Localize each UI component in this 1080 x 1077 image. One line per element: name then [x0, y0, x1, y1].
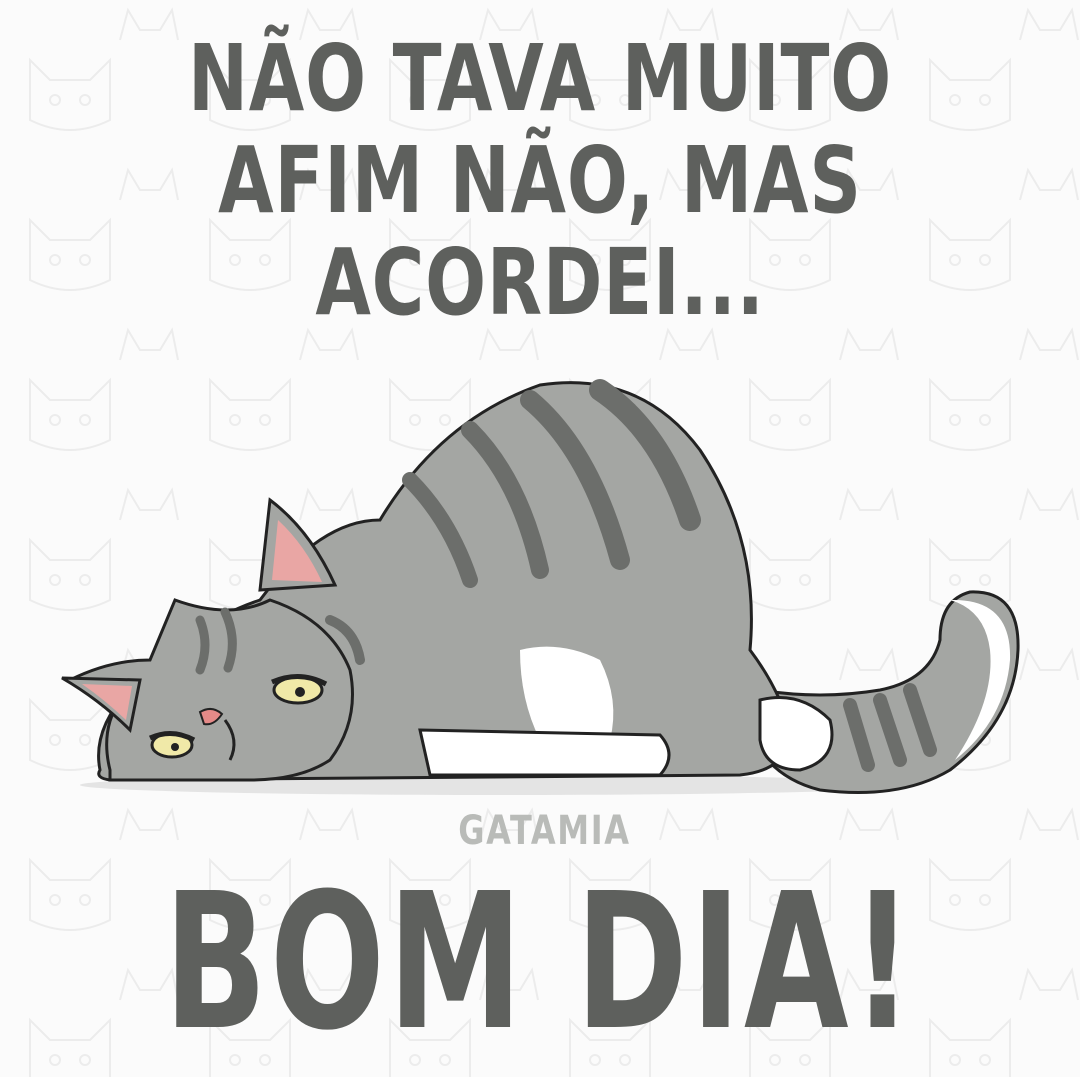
brand-watermark: GATAMIA: [458, 808, 631, 854]
cat-front-paw: [420, 730, 669, 775]
headline: [119, 25, 961, 336]
sleepy-cat-illustration: [0, 360, 1080, 820]
headline-line-2: AFIM NÃO, MAS: [218, 127, 862, 234]
headline-line-3: ACORDEI...: [315, 229, 765, 336]
greeting-title: BOM DIA!: [163, 853, 917, 1072]
headline-line-1: NÃO TAVA MUITO: [187, 25, 893, 132]
